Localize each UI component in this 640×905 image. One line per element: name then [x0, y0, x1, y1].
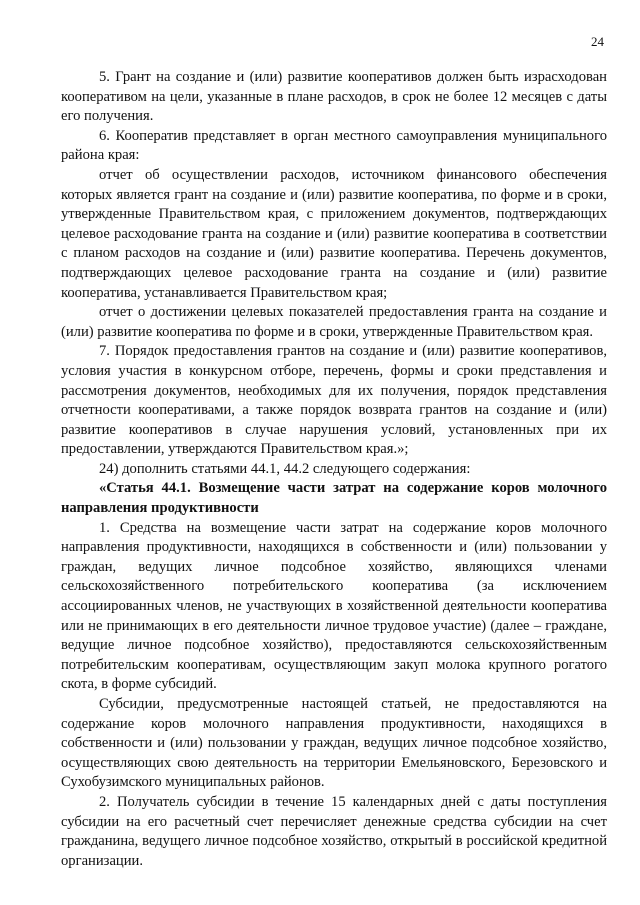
paragraph-7-procedure: 7. Порядок предоставления грантов на создание и (или) развитие кооперативов, условия участия в конкурсном отборе, перечень, формы и сроки представления и рассмотрения документов, необходимых для их получения, порядок представления отчетности кооперативами, а также порядок возврата грантов на создание и (или) развитие кооперативов в случае нарушения условий, установленных при их предоставлении, утверждаются Правительством края.»; [61, 343, 607, 458]
paragraph-6-reporting: 6. Кооператив представляет в орган местного самоуправления муниципального района края: [61, 127, 607, 164]
article-paragraph-2: 2. Получатель субсидии в течение 15 календарных дней с даты поступления субсидии на его расчетный счет перечисляет денежные средства субсидии на счет гражданина, ведущего личное подсобное хозяйство, открытый в российской кредитной организации. [61, 793, 607, 869]
paragraph-5-grant-spending: 5. Грант на создание и (или) развитие кооперативов должен быть израсходован кооперативом на цели, указанные в плане расходов, в срок не более 12 месяцев с даты его получения. [61, 69, 607, 125]
article-paragraph-subsidies-exclusion: Субсидии, предусмотренные настоящей статьей, не предоставляются на содержание коров молочного направления продуктивности, находящихся в собственности и (или) пользовании у граждан, ведущих личное подсобное хозяйство, осуществляющих свою деятельность на территории Емельяновского, Березовского и Сухобузимского муниципальных районов. [61, 696, 607, 791]
paragraph-24-amendment: 24) дополнить статьями 44.1, 44.2 следующего содержания: [99, 460, 471, 477]
document-body [61, 68, 607, 871]
article-44-1-heading: «Статья 44.1. Возмещение части затрат на содержание коров молочного направления продуктивности [61, 480, 607, 517]
page-number: 24 [591, 34, 604, 49]
article-paragraph-1: 1. Средства на возмещение части затрат на содержание коров молочного направления продуктивности, находящихся в собственности и (или) пользовании у граждан, ведущих личное подсобное хозяйство, являющихся членами сельскохозяйственного потребительского кооператива (за исключением ассоциированных членов, не участвующих в хозяйственной деятельности кооператива или не принимающих в его деятельности личное трудовое участие) (далее – граждане, ведущие личное подсобное хозяйство), предоставляются сельскохозяйственным потребительским кооперативам, осуществляющим закуп молока крупного рогатого скота, в форме субсидий. [61, 519, 607, 693]
paragraph-target-report: отчет о достижении целевых показателей предоставления гранта на создание и (или) развитие кооператива по форме и в сроки, утвержденные Правительством края. [61, 304, 607, 340]
paragraph-expense-report: отчет об осуществлении расходов, источником финансового обеспечения которых является грант на создание и (или) развитие кооператива, по форме и в сроки, утвержденные Правительством края, с приложением документов, подтверждающих целевое расходование гранта на создание и (или) развитие кооператива в соответствии с планом расходов на создание и (или) развитие кооператива. Перечень документов, подтверждающих целевое расходование гранта на создание и (или) развитие кооператива, устанавливается Правительством края; [61, 166, 607, 301]
